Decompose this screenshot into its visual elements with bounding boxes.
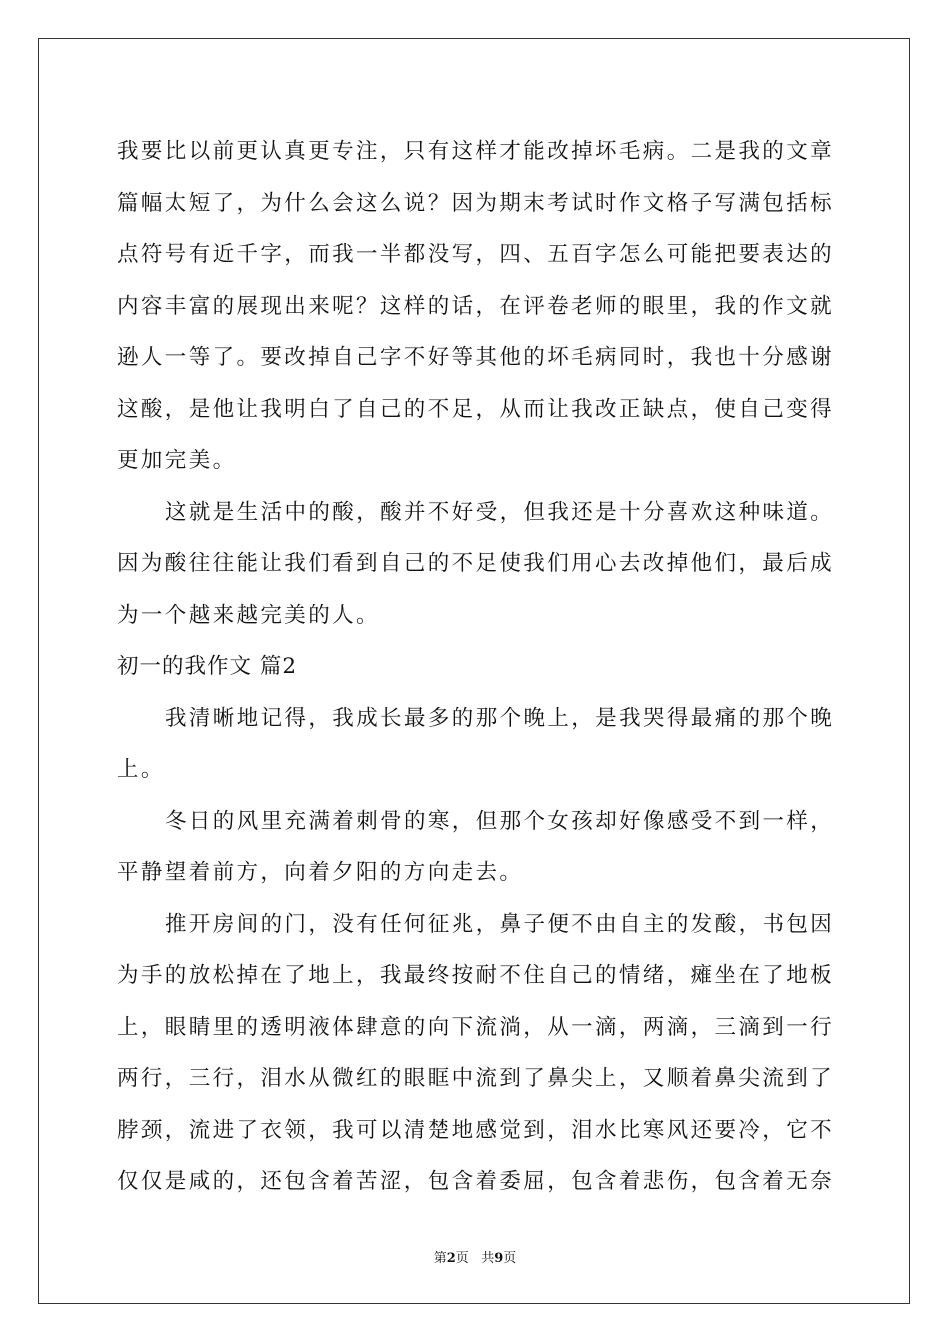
footer-prefix: 第 [433,1251,447,1266]
text-line: 这酸，是他让我明白了自己的不足，从而让我改正缺点，使自己变得 [117,396,835,422]
text-line: 上，眼睛里的透明液体肆意的向下流淌，从一滴，两滴，三滴到一行 [117,1014,835,1040]
text-line: 脖颈，流进了衣领，我可以清楚地感觉到，泪水比寒风还要冷，它不 [117,1117,835,1143]
page-footer [0,1247,950,1266]
text-line: 更加完美。 [117,448,237,473]
footer-page-suffix: 页 [455,1251,469,1266]
footer-total-prefix: 共 [481,1251,495,1266]
paragraph-start: 这就是生活中的酸，酸并不好受，但我还是十分喜欢这种味道。 [165,499,835,525]
text-line: 为手的放松掉在了地上，我最终按耐不住自己的情绪，瘫坐在了地板 [117,963,835,988]
text-line: 内容丰富的展现出来呢？这样的话，在评卷老师的眼里，我的作文就 [117,293,835,319]
text-line: 我要比以前更认真更专注，只有这样才能改掉坏毛病。二是我的文章 [117,139,835,164]
text-line: 平静望着前方，向着夕阳的方向走去。 [117,860,524,885]
text-line: 点符号有近千字，而我一半都没写，四、五百字怎么可能把要表达的 [117,242,835,267]
paragraph-start: 我清晰地记得，我成长最多的那个晚上，是我哭得最痛的那个晚 [165,705,835,731]
text-line: 为一个越来越完美的人。 [117,602,380,628]
text-line: 因为酸往往能让我们看到自己的不足使我们用心去改掉他们，最后成 [117,551,835,576]
section-heading: 初一的我作文 篇2 [117,654,298,679]
footer-total-suffix: 页 [503,1251,517,1266]
text-line: 两行，三行，泪水从微红的眼眶中流到了鼻尖上，又顺着鼻尖流到了 [117,1066,835,1091]
text-line: 上。 [117,757,165,782]
text-line: 篇幅太短了，为什么会这么说？因为期末考试时作文格子写满包括标 [117,190,835,216]
document-body [117,126,833,1208]
text-line: 逊人一等了。要改掉自己字不好等其他的坏毛病同时，我也十分感谢 [117,345,835,370]
paragraph-start: 推开房间的门，没有任何征兆，鼻子便不由自主的发酸，书包因 [165,911,835,937]
text-line: 仅仅是咸的，还包含着苦涩，包含着委屈，包含着悲伤，包含着无奈 [117,1169,835,1194]
page-number: 2 [446,1251,456,1266]
total-pages: 9 [494,1251,504,1266]
paragraph-start: 冬日的风里充满着刺骨的寒，但那个女孩却好像感受不到一样， [165,808,835,834]
